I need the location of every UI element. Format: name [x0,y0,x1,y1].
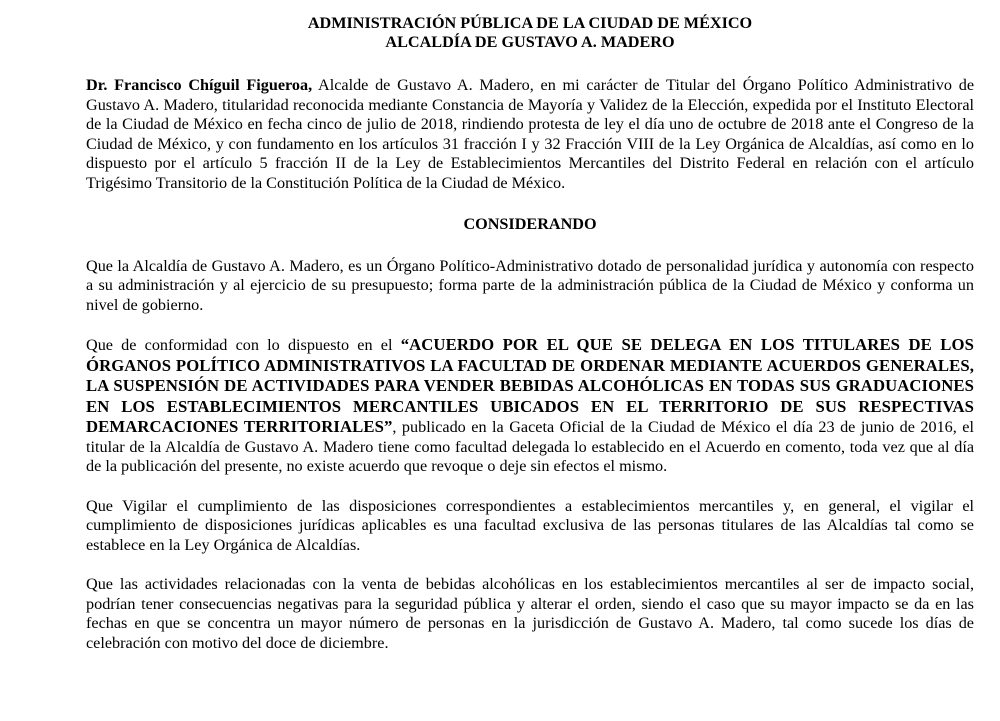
agreement-title-quote: “ACUERDO POR EL QUE SE DELEGA EN LOS TITULARES DE LOS ÓRGANOS POLÍTICO ADMINISTRATIVOS LA FACULTAD DE ORDENAR MEDIANTE ACUERDOS GENERALES, LA SUSPENSIÓN DE ACTIVIDADES PARA VENDER BEBIDAS ALCOHÓLICAS EN TODAS SUS GRADUACIONES EN LOS ESTABLECIMIENTOS MERCANTILES UBICADOS EN EL TERRITORIO DE SUS RESPECTIVAS DEMARCACIONES TERRITORIALES” [86,335,974,436]
considerando-paragraph-3: Que Vigilar el cumplimiento de las disposiciones correspondientes a establecimientos mercantiles y, en general, el vigilar el cumplimiento de disposiciones jurídicas aplicables es una facultad exclusiva de las personas titulares de las Alcaldías tal como se establece en la Ley Orgánica de Alcaldías. [86,496,974,554]
intro-text: Alcalde de Gustavo A. Madero, en mi carácter de Titular del Órgano Político Administrativo de Gustavo A. Madero, titularidad reconocida mediante Constancia de Mayoría y Validez de la Elección, expedida por el Instituto Electoral de la Ciudad de México en fecha cinco de julio de 2018, rindiendo protesta de ley el día uno de octubre de 2018 ante el Congreso de la Ciudad de México, y con fundamento en los artículos 31 fracción I y 32 Fracción VIII de la Ley Orgánica de Alcaldías, así como en lo dispuesto por el artículo 5 fracción II de la Ley de Establecimientos Mercantiles del Distrito Federal en relación con el artículo Trigésimo Transitorio de la Constitución Política de la Ciudad de México. [86,76,974,192]
official-name: Dr. Francisco Chíguil Figueroa, [86,76,313,94]
document-header [86,14,974,52]
intro-paragraph [86,76,974,193]
paragraph-2-body: , publicado en la Gaceta Oficial de la Ciudad de México el día 23 de junio de 2016, el titular de la Alcaldía de Gustavo A. Madero tiene como facultad delegada lo establecido en el Acuerdo en comento, toda vez que al día de la publicación del presente, no existe acuerdo que revoque o deje sin efectos el mismo. [86,418,974,475]
section-title: CONSIDERANDO [463,215,597,233]
considerando-paragraph-4: Que las actividades relacionadas con la venta de bebidas alcohólicas en los establecimientos mercantiles al ser de impacto social, podrían tener consecuencias negativas para la seguridad pública y alterar el orden, siendo el caso que su mayor impacto se da en las fechas en que se concentra un mayor número de personas en la jurisdicción de Gustavo A. Madero, tal como sucede los días de celebración con motivo del doce de diciembre. [86,575,974,652]
header-line-2: ALCALDÍA DE GUSTAVO A. MADERO [385,33,675,51]
header-line-1: ADMINISTRACIÓN PÚBLICA DE LA CIUDAD DE MÉXICO [307,14,753,32]
considerando-paragraph-1: Que la Alcaldía de Gustavo A. Madero, es un Órgano Político-Administrativo dotado de personalidad jurídica y autonomía con respecto a su administración y al ejercicio de su presupuesto; forma parte de la administración pública de la Ciudad de México y conforma un nivel de gobierno. [86,256,974,314]
document-page [86,14,974,653]
paragraph-2-intro: Que de conformidad con lo dispuesto en el [86,336,401,354]
considerando-paragraph-2 [86,335,974,477]
